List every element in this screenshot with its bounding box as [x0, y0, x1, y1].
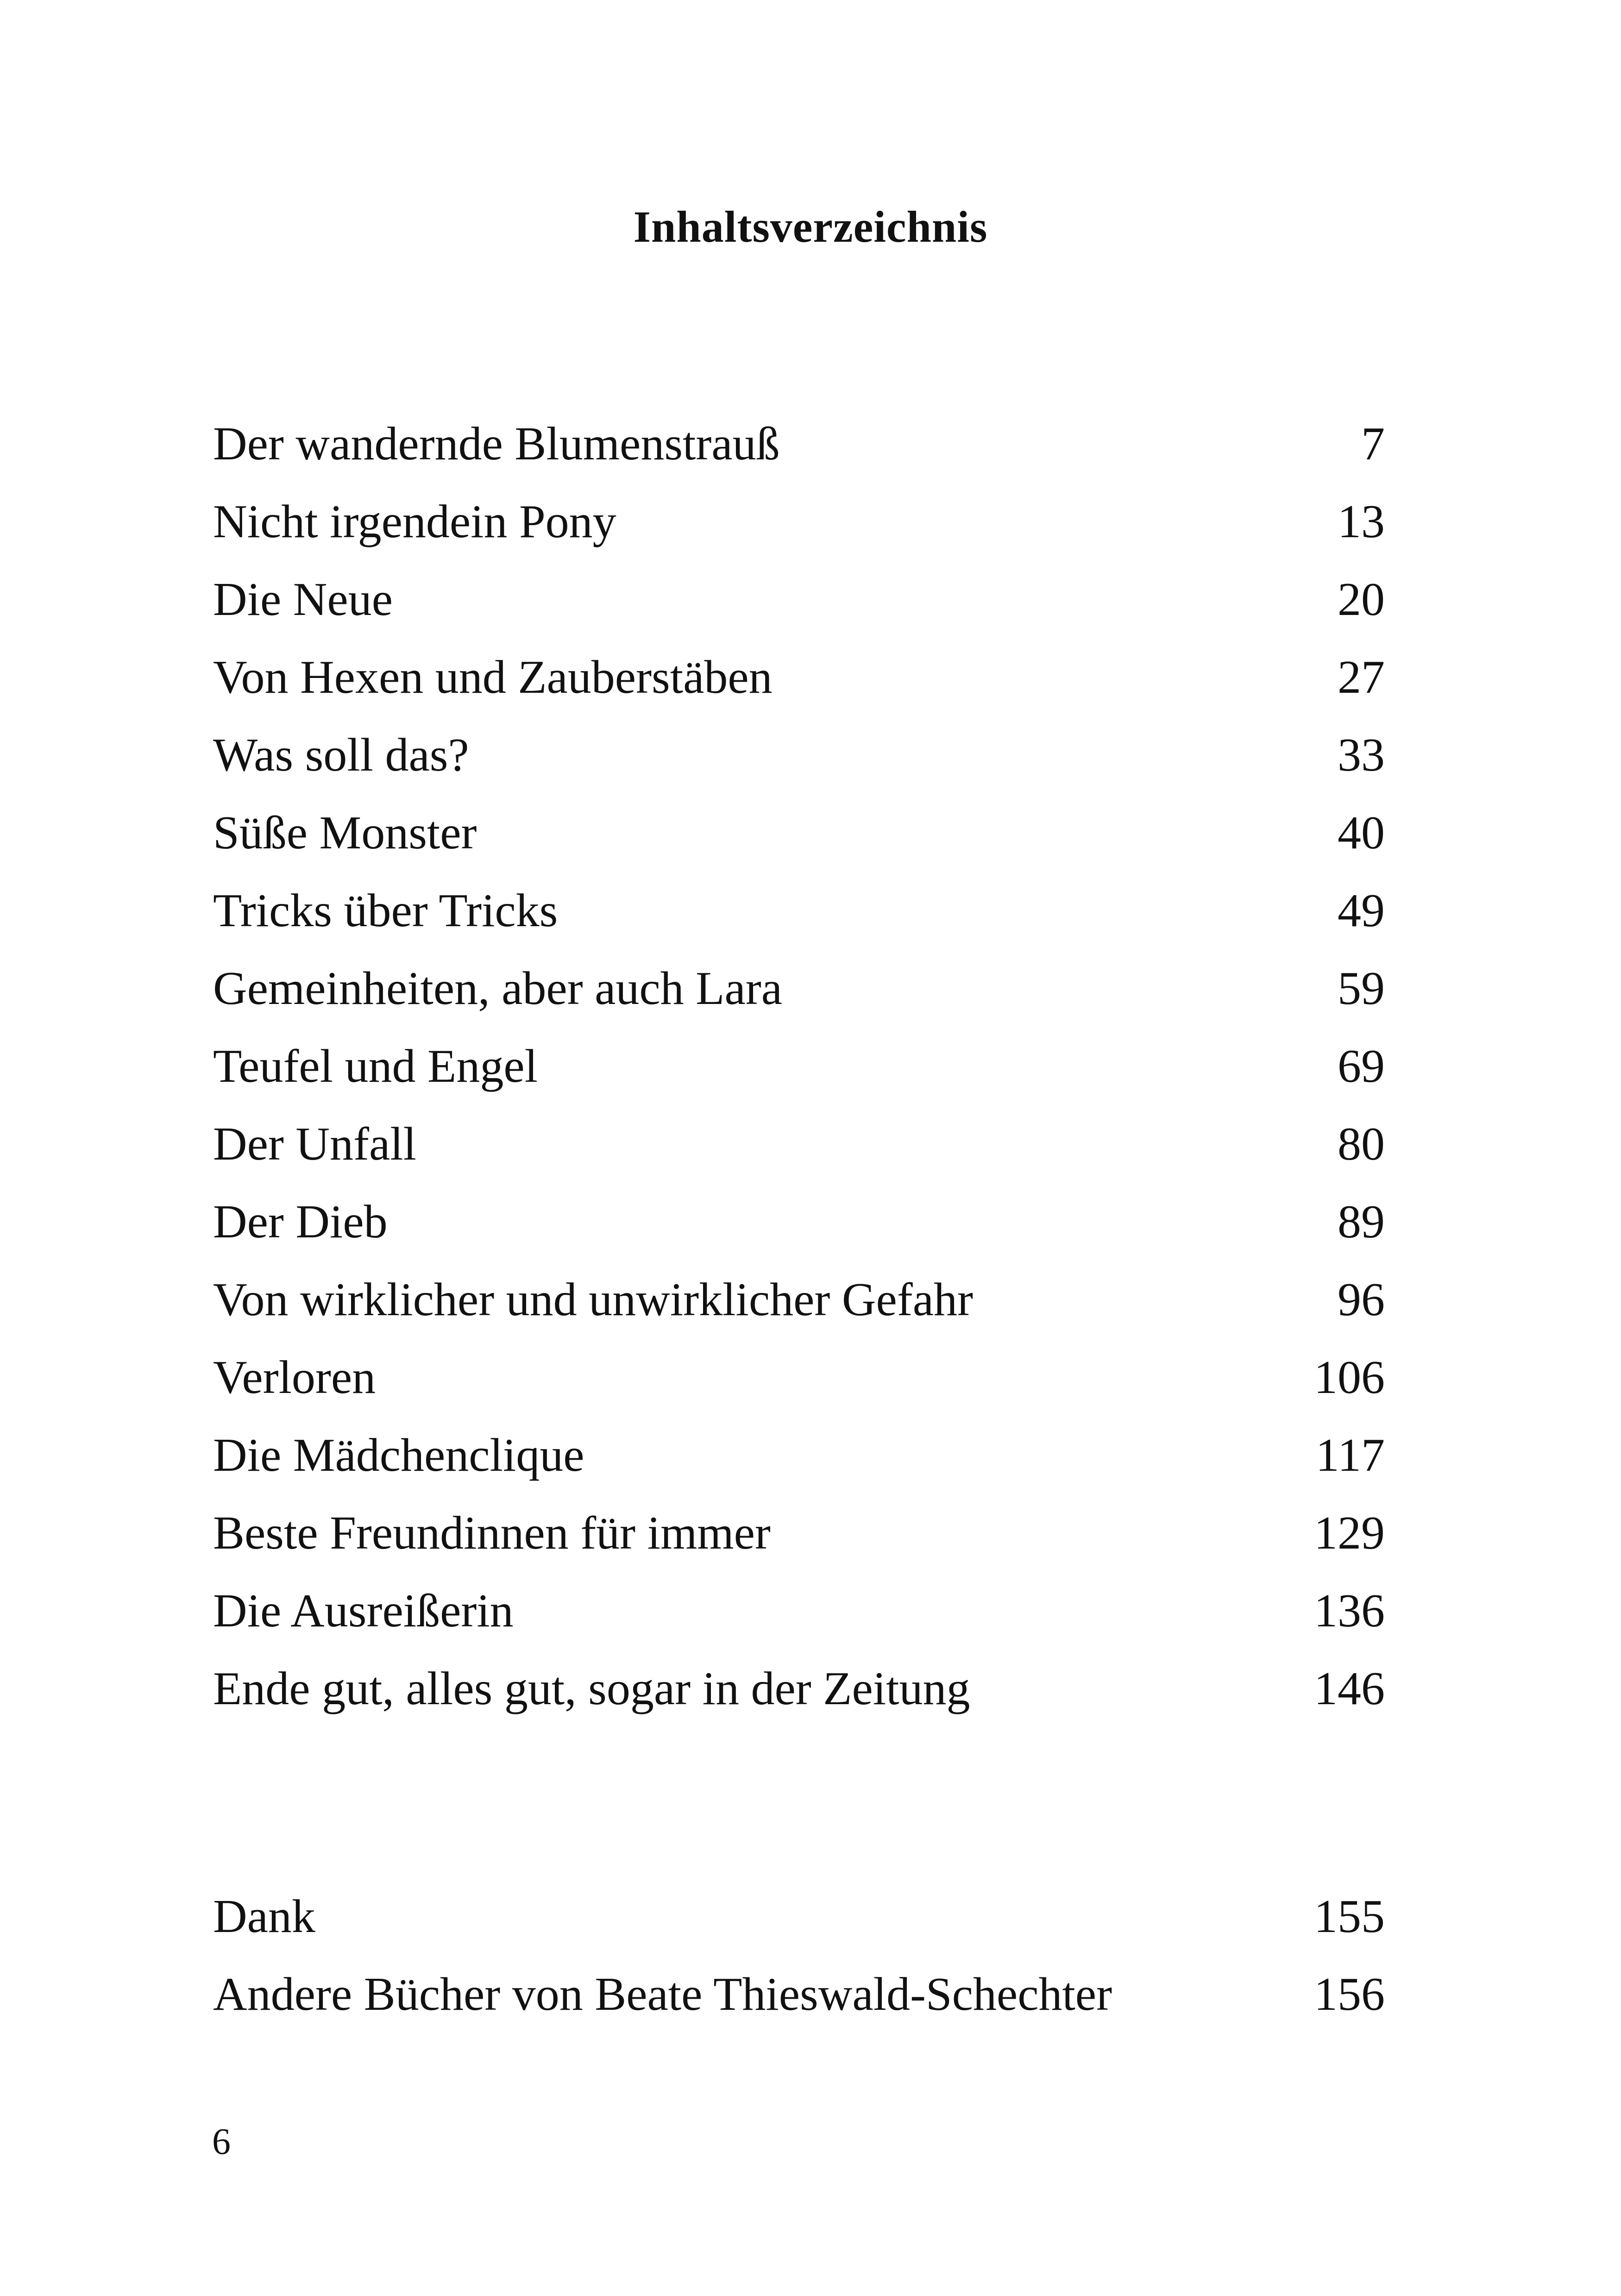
toc-entry — [213, 483, 1385, 561]
toc-entry-title: Was soll das? — [213, 729, 469, 781]
toc-entry-page: 40 — [1338, 807, 1385, 859]
toc-entry — [213, 1956, 1385, 2033]
toc-entry-title: Von Hexen und Zauberstäben — [213, 651, 773, 703]
toc-entry-page: 136 — [1314, 1585, 1385, 1637]
toc-entry-page: 106 — [1314, 1351, 1385, 1404]
toc-entry-page: 33 — [1338, 729, 1385, 781]
toc-entry — [213, 1494, 1385, 1572]
toc-entry-title: Der Unfall — [213, 1118, 416, 1170]
toc-entry — [213, 1339, 1385, 1417]
toc-entry-page: 59 — [1338, 962, 1385, 1015]
toc-entry — [213, 1183, 1385, 1261]
toc-entry-page: 129 — [1314, 1507, 1385, 1559]
toc-entry-page: 80 — [1338, 1118, 1385, 1170]
toc-entry-title: Teufel und Engel — [213, 1040, 538, 1092]
toc-entry — [213, 561, 1385, 639]
toc-entry — [213, 1417, 1385, 1494]
toc-entry-page: 155 — [1314, 1890, 1385, 1943]
toc-entry-title: Tricks über Tricks — [213, 885, 558, 937]
toc-entry-title: Die Neue — [213, 573, 393, 626]
toc-entry — [213, 1261, 1385, 1339]
toc-entry-title: Gemeinheiten, aber auch Lara — [213, 962, 782, 1015]
toc-entry — [213, 950, 1385, 1028]
toc-entry — [213, 1028, 1385, 1105]
toc-entry-page: 7 — [1361, 418, 1385, 470]
toc-entry-page: 49 — [1338, 885, 1385, 937]
toc-entry-title: Süße Monster — [213, 807, 477, 859]
toc-entry — [213, 1650, 1385, 1728]
toc-entry-title: Beste Freundinnen für immer — [213, 1507, 771, 1559]
toc-entry-page: 27 — [1338, 651, 1385, 703]
toc-entry — [213, 1105, 1385, 1183]
toc-entry — [213, 794, 1385, 872]
toc-entry-title: Ende gut, alles gut, sogar in der Zeitung — [213, 1662, 970, 1715]
toc-entry-title: Verloren — [213, 1351, 376, 1404]
toc-heading: Inhaltsverzeichnis — [633, 202, 988, 251]
toc-entry — [213, 872, 1385, 950]
toc-entry-page: 117 — [1315, 1429, 1385, 1481]
toc-entry-title: Die Ausreißerin — [213, 1585, 514, 1637]
toc-entry-title: Dank — [213, 1890, 315, 1943]
toc-entry-page: 156 — [1314, 1968, 1385, 2020]
toc-entry — [213, 1572, 1385, 1650]
toc-entry-page: 20 — [1338, 573, 1385, 626]
toc-entry-title: Von wirklicher und unwirklicher Gefahr — [213, 1273, 973, 1326]
toc-entry-page: 69 — [1338, 1040, 1385, 1092]
toc-entry-title: Die Mädchenclique — [213, 1429, 584, 1481]
toc-entry-title: Der wandernde Blumenstrauß — [213, 418, 780, 470]
toc-entry — [213, 1878, 1385, 1956]
toc-entry-page: 13 — [1338, 496, 1385, 548]
back-matter-list — [213, 1878, 1385, 2033]
toc-entry-title: Nicht irgendein Pony — [213, 496, 616, 548]
toc-entry-page: 89 — [1338, 1196, 1385, 1248]
chapter-list — [213, 405, 1385, 1728]
toc-entry-page: 146 — [1314, 1662, 1385, 1715]
toc-entry — [213, 716, 1385, 794]
toc-entry — [213, 639, 1385, 716]
page-number: 6 — [212, 2121, 231, 2162]
toc-entry — [213, 405, 1385, 483]
toc-entry-title: Andere Bücher von Beate Thieswald-Schechter — [213, 1968, 1112, 2020]
toc-entry-page: 96 — [1338, 1273, 1385, 1326]
toc-entry-title: Der Dieb — [213, 1196, 388, 1248]
